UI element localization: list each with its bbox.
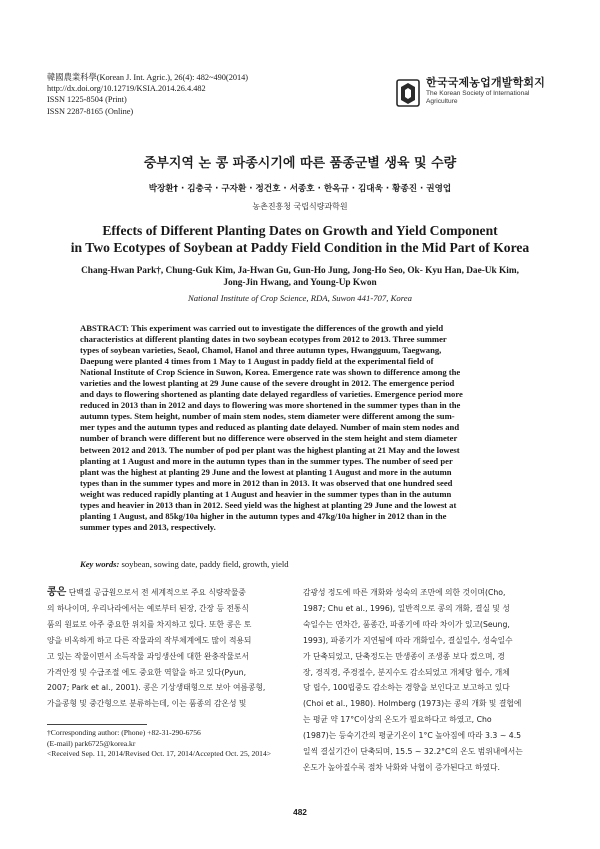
body-line: 숙일수는 연차간, 품종간, 파종기에 따라 차이가 있고(Seung, (303, 619, 510, 629)
abstract-line: autumn types. Stem height, number of main stem nodes, stem diameter were different among the sum- (80, 411, 455, 422)
footnotes (47, 728, 297, 760)
paper-title-kr: 중부지역 논 콩 파종시기에 따른 품종군별 생육 및 수량 (143, 156, 457, 171)
body-line: 의 하나이며, 우리나라에서는 예로부터 된장, 간장 등 전통식 (47, 603, 249, 613)
author-email[interactable]: (E-mail) park6725@korea.kr (47, 738, 136, 748)
keywords-list: soybean, sowing date, paddy field, growth, yield (119, 559, 289, 569)
body-line: (1987)는 등숙기간의 평균기온이 1°C 높아짐에 따라 3.3 ~ 4.5 (303, 731, 522, 741)
corresponding-author: †Corresponding author: (Phone) +82-31-290-6756 (47, 728, 201, 737)
lead-word: 콩은 (47, 587, 67, 598)
abstract-line: types than in the summer types and more in 2012 than in 2013. It was observed that one hundred seed (80, 477, 453, 488)
body-line: 장, 경직경, 주경절수, 분지수도 감소되었고 개체당 협수, 개체 (303, 667, 510, 677)
abstract-line: mer types and the autumn types and reduced as planting date delayed. Number of main stem nodes and (80, 422, 460, 433)
abstract-line: ABSTRACT: This experiment was carried out to investigate the differences of the growth and yield (80, 323, 444, 333)
authors-kr: 박장환† · 김충국 · 구자환 · 정건호 · 서종호 · 한옥규 · 김대욱 · 황종진 · 권영업 (148, 184, 452, 194)
abstract-line: number of branch were different but no difference were observed in the stem height and stem diameter (80, 433, 458, 444)
body-line: 는 평균 약 17°C이상의 온도가 필요하다고 하였고, Cho (303, 715, 492, 725)
body-line: 일씩 결실기간이 단축되며, 15.5 ~ 32.2°C의 온도 범위내에서는 (303, 747, 523, 757)
society-name-en-1: The Korean Society of International (426, 90, 530, 97)
body-line: 가 단축되었고, 단축정도는 만생종이 조생종 보다 컸으며, 경 (303, 651, 505, 661)
abstract-line: characteristics at different planting dates in two soybean ecotypes from 2012 to 2013. Three summer (80, 334, 447, 345)
keywords-label: Key words: (80, 559, 120, 569)
abstract-line: reduced in 2013 than in 2012 and days to flowering was more shortened in the summer types than in the (80, 400, 461, 411)
abstract-line: planting at 1 August and more in the autumn types than in the summer types. The number of seed per (80, 455, 453, 466)
abstract-line: National Institute of Crop Science in Suwon, Korea. Emergence rate was shown to difference among the (80, 367, 461, 378)
body-line: (Choi et al., 1980). Holmberg (1973)는 콩의 개화 및 결협에 (303, 699, 522, 709)
page-number: 482 (293, 807, 307, 817)
authors-en (0, 265, 600, 289)
paper-title-en (0, 222, 600, 256)
society-logo-block (396, 76, 566, 120)
body-line: 가을콩형 및 중간형으로 분류하는데, 이는 품종의 감온성 및 (47, 699, 247, 709)
footnote-divider (47, 724, 147, 725)
body-line: 온도가 높아질수록 점차 낙화와 낙협이 증가된다고 하였다. (303, 762, 500, 772)
abstract-line: types of soybean varieties, Seaol, Chamol, Hanol and three autumn types, Hwangguum, Taegwang, (80, 345, 442, 356)
abstract-line: between 2012 and 2013. The number of pod per plant was the highest planting at 21 May and the lowest (80, 444, 460, 455)
body-line: 2007; Park et al., 2001). 콩은 기상생태형으로 보아 여름콩형, (47, 683, 266, 693)
received-dates: <Received Sep. 11, 2014/Revised Oct. 17, 2014/Accepted Oct. 25, 2014> (47, 749, 272, 759)
affiliation-en: National Institute of Crop Science, RDA, Suwon 441-707, Korea (187, 293, 412, 303)
body-line: 가격안정 및 수급조절 에도 중요한 역할을 하고 있다(Pyun, (47, 667, 247, 677)
issn-online: ISSN 2287-8165 (Online) (47, 106, 134, 116)
authors-en-line-1: Chang-Hwan Park†, Chung-Guk Kim, Ja-Hwan Gu, Gun-Ho Jung, Jong-Ho Seo, Ok- Kyu Han, Dae-Uk Kim, (81, 266, 519, 276)
issn-print: ISSN 1225-8504 (Print) (47, 95, 127, 105)
paper-title-en-line-1: Effects of Different Planting Dates on Growth and Yield Component (102, 223, 498, 238)
keywords (80, 559, 522, 569)
abstract-line: and days to flowering shortened as planting date delayed regardless of varieties. Emergence period more (80, 389, 463, 400)
body-text: 단백질 공급원으로서 전 세계적으로 주요 식량작물중 (66, 588, 246, 597)
body-left-column (47, 585, 301, 712)
affiliation-kr: 농촌진흥청 국립식량과학원 (252, 202, 348, 211)
society-name-kr: 한국국제농업개발학회지 (426, 77, 546, 89)
society-logo-icon (396, 78, 420, 108)
abstract (80, 323, 522, 533)
abstract-line: Daepung were planted 4 times from 1 May to 1 August in paddy field at the experimental field of (80, 356, 434, 367)
authors-en-line-2: Jong-Jin Hwang, and Young-Up Kwon (223, 278, 377, 288)
abstract-line: plant was the highest at planting 29 June and the lowest at planting 1 August and more in the autumn (80, 466, 452, 477)
body-line: 감광성 정도에 따른 개화와 성숙의 조만에 의한 것이며(Cho, (303, 588, 506, 597)
body-right-column (303, 585, 558, 776)
body-line: 1987; Chu et al., 1996), 일반적으로 콩의 개화, 결실 및 성 (303, 603, 510, 613)
body-line: 양을 비옥하게 하고 다른 작물과의 작부체계에도 많이 적용되 (47, 635, 252, 645)
journal-citation: 韓國農業科學(Korean J. Int. Agric.), 26(4): 482~490(2014) (47, 73, 249, 82)
body-line: 품의 원료로 아주 중요한 위치를 차지하고 있다. 또한 콩은 토 (47, 619, 252, 629)
abstract-line: weight was reduced rapidly planting at 1 August and heavier in the summer types than in the autumn (80, 488, 452, 499)
journal-header (47, 72, 248, 117)
paper-title-en-line-2: in Two Ecotypes of Soybean at Paddy Field Condition in the Mid Part of Korea (70, 240, 530, 255)
society-name-en-2: Agriculture (426, 98, 458, 106)
abstract-line: planting 1 August, and 85kg/10a higher in the autumn types and 47kg/10a higher in 2012 than in the (80, 510, 447, 521)
doi-link[interactable]: http://dx.doi.org/10.12719/KSIA.2014.26.4.482 (47, 84, 206, 94)
abstract-line: summer types and 2013, respectively. (80, 521, 216, 532)
abstract-line: varieties and the lowest planting at 29 June cause of the severe drought in 2012. The emergence period (80, 378, 455, 389)
body-line: 1993), 파종기가 지연됨에 따라 개화일수, 결실일수, 성숙일수 (303, 635, 513, 645)
body-line: 당 립수, 100립중도 감소하는 경향을 보인다고 보고하고 있다 (303, 683, 510, 693)
abstract-line: types and heavier in 2013 than in 2012. Seed yield was the highest at planting 29 June and the lowest at (80, 499, 457, 510)
body-line: 고 있는 작물이면서 소득작물 과잉생산에 대한 완충작물로서 (47, 651, 249, 661)
body-line (47, 585, 301, 601)
